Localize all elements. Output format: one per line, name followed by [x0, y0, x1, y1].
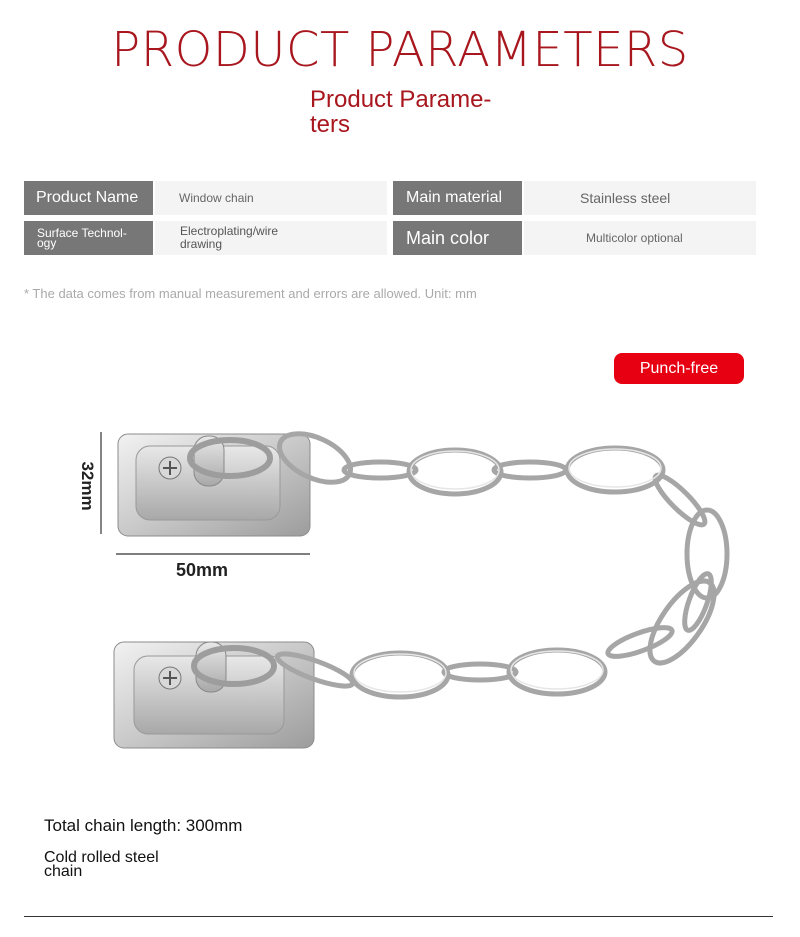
chain-length-caption: Total chain length: 300mm [44, 816, 243, 835]
section-subtitle: Product Parame- ters [310, 86, 492, 138]
measurement-footnote: * The data comes from manual measurement and errors are allowed. Unit: mm [24, 286, 477, 301]
param-value-product-name: Window chain [155, 181, 387, 215]
bottom-mounting-plate [114, 642, 314, 748]
page-title: PRODUCT PARAMETERS [111, 22, 689, 78]
bottom-divider [24, 916, 773, 917]
param-value-surface-technology: Electroplating/wire drawing [155, 221, 387, 255]
chain [272, 424, 727, 697]
param-value-main-material: Stainless steel [524, 181, 756, 215]
param-label-main-material: Main material [393, 181, 522, 215]
parameter-table [24, 181, 756, 255]
param-label-main-color: Main color [393, 221, 522, 255]
chain-material-caption: Cold rolled steel chain [44, 849, 159, 880]
param-label-surface-technology: Surface Technol- ogy [24, 221, 153, 255]
param-value-main-color: Multicolor optional [524, 221, 756, 255]
width-dimension-label: 50mm [175, 560, 229, 580]
height-dimension-label: 32mm [78, 461, 97, 511]
punch-free-badge: Punch-free [614, 353, 744, 384]
param-label-product-name: Product Name [24, 181, 153, 215]
window-chain-product-image [70, 420, 770, 770]
